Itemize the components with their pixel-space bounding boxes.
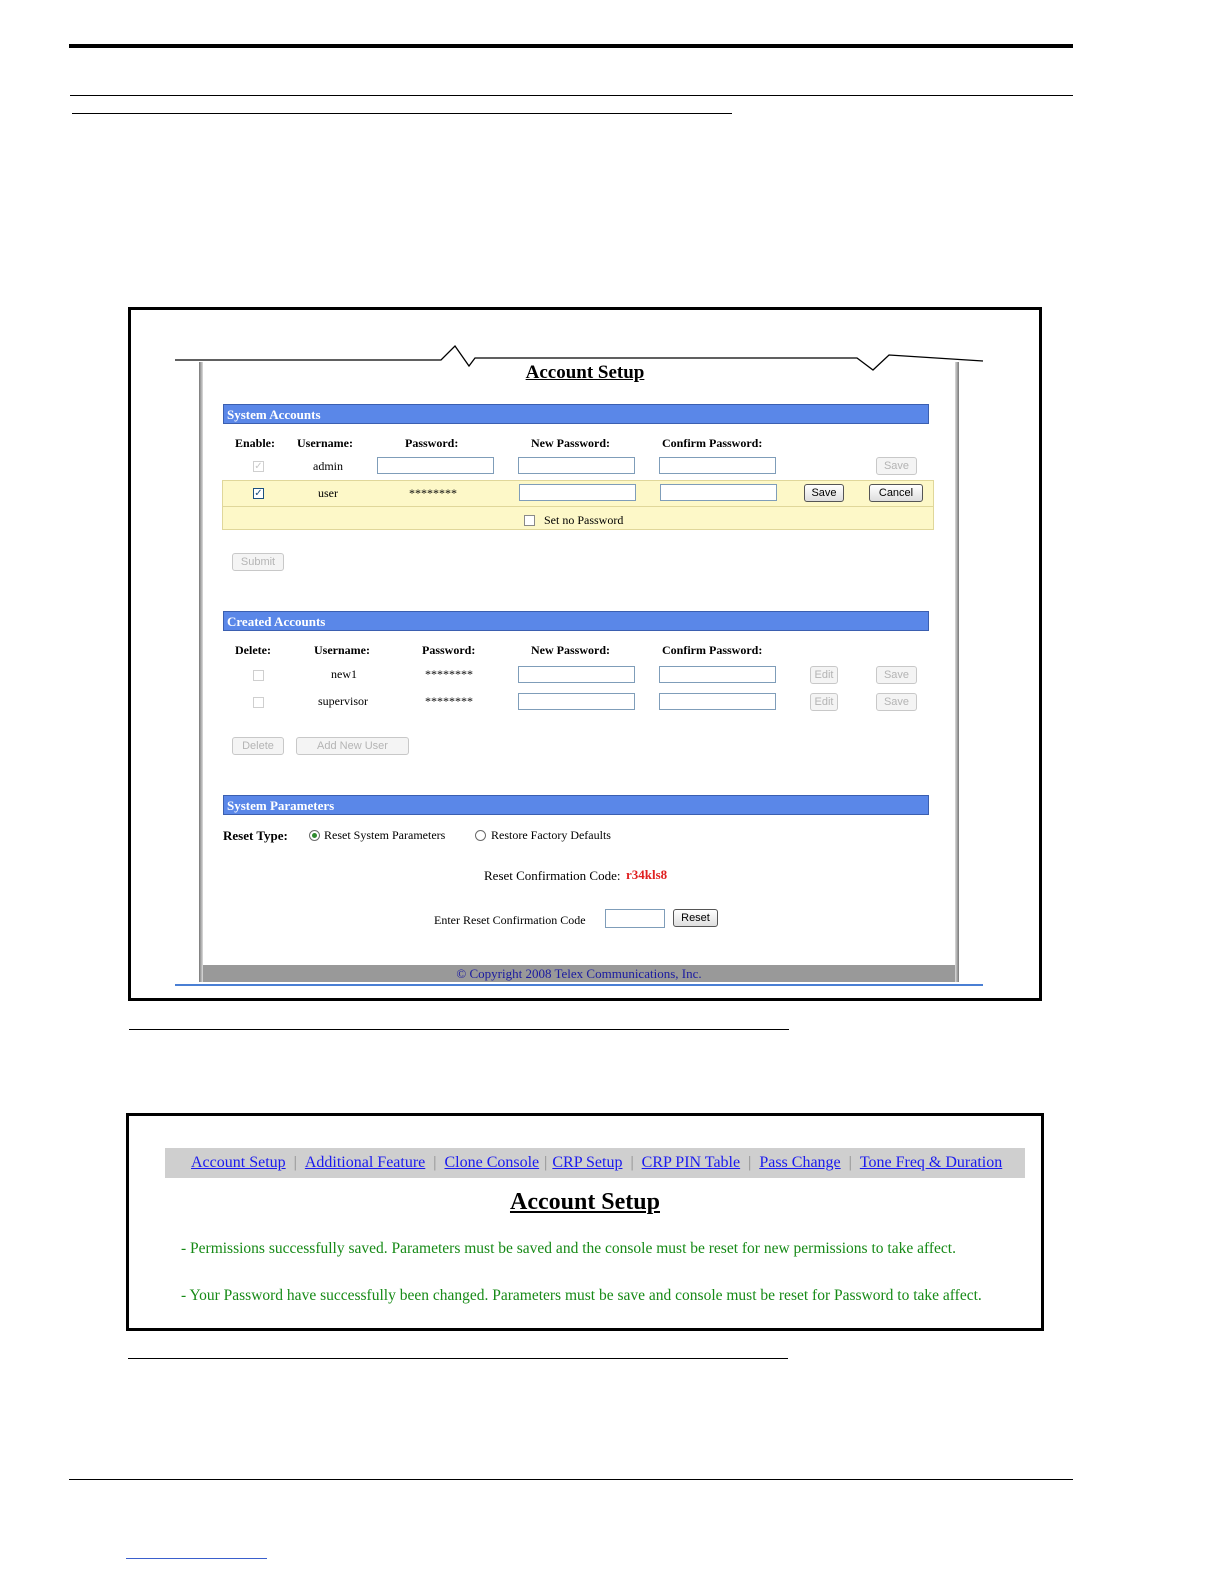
confirm-password-input-admin[interactable] [659, 457, 776, 474]
password-header-created: Password: [422, 643, 476, 657]
confirmation-page-title: Account Setup [509, 1189, 660, 1215]
save-button-user[interactable]: Save [804, 484, 844, 502]
cancel-button-user[interactable]: Cancel [869, 484, 923, 502]
username-header: Username: [297, 436, 353, 450]
nav-link-tone-freq-duration[interactable]: Tone Freq & Duration [859, 1154, 1003, 1171]
reset-button[interactable]: Reset [673, 909, 718, 927]
confirm-password-input-supervisor[interactable] [659, 693, 776, 710]
reset-type-label: Reset Type: [223, 828, 288, 843]
copyright-bar: © Copyright 2008 Telex Communications, Inc. [203, 965, 955, 982]
save-button-new1[interactable]: Save [876, 666, 917, 684]
nav-link-pass-change[interactable]: Pass Change [759, 1154, 841, 1171]
password-supervisor: ******** [425, 694, 473, 708]
submit-button[interactable]: Submit [232, 553, 284, 571]
password-header: Password: [405, 436, 459, 450]
new-password-input-admin[interactable] [518, 457, 635, 474]
reset-code-input[interactable] [605, 909, 665, 928]
account-setup-screenshot-figure [128, 307, 1042, 1001]
edit-button-new1[interactable]: Edit [810, 666, 838, 684]
browser-frame-left [199, 362, 203, 982]
nav-separator: | [748, 1154, 752, 1171]
nav-link-crp-setup[interactable]: CRP Setup [552, 1154, 623, 1171]
username-header-created: Username: [314, 643, 370, 657]
system-accounts-bar: System Accounts [223, 404, 929, 424]
set-no-password-checkbox[interactable] [524, 515, 535, 526]
nav-link-clone-console[interactable]: Clone Console [444, 1154, 540, 1171]
reset-system-parameters-radio[interactable] [309, 830, 320, 841]
caption-rule-1 [129, 1029, 789, 1030]
nav-separator: | [630, 1154, 634, 1171]
nav-link-account-setup[interactable]: Account Setup [191, 1154, 286, 1171]
user-row-divider [223, 506, 933, 507]
restore-factory-defaults-label: Restore Factory Defaults [491, 828, 611, 842]
reset-confirmation-code: r34kls8 [626, 867, 668, 882]
enable-checkbox-admin[interactable]: ✓ [254, 461, 263, 472]
delete-header: Delete: [235, 643, 271, 657]
nav-separator: | [433, 1154, 437, 1171]
bottom-rule [69, 1479, 1073, 1480]
nav-separator: | [848, 1154, 852, 1171]
footer-link-rule [126, 1558, 267, 1559]
nav-bar [165, 1148, 1025, 1178]
enable-checkbox-user[interactable]: ✓ [254, 488, 263, 499]
save-button-supervisor[interactable]: Save [876, 693, 917, 711]
edit-button-supervisor[interactable]: Edit [810, 693, 838, 711]
new-password-input-user[interactable] [519, 484, 636, 501]
top-rule-thick [69, 44, 1073, 48]
username-new1: new1 [331, 667, 357, 681]
delete-button[interactable]: Delete [232, 737, 284, 755]
page-title: Account Setup [525, 362, 645, 383]
reset-confirmation-label: Reset Confirmation Code: [484, 868, 621, 883]
confirm-password-header: Confirm Password: [662, 436, 763, 450]
created-accounts-bar: Created Accounts [223, 611, 929, 631]
username-supervisor: supervisor [318, 694, 368, 708]
enable-header: Enable: [235, 436, 276, 450]
account-setup-confirmation-figure [126, 1113, 1044, 1331]
delete-checkbox-supervisor[interactable] [253, 697, 264, 708]
restore-factory-defaults-radio[interactable] [475, 830, 486, 841]
new-password-input-new1[interactable] [518, 666, 635, 683]
username-user: user [318, 486, 338, 500]
username-admin: admin [313, 459, 343, 473]
enter-code-label: Enter Reset Confirmation Code [434, 913, 586, 927]
top-rule-thin [70, 95, 1073, 96]
new-password-input-supervisor[interactable] [518, 693, 635, 710]
confirm-password-input-new1[interactable] [659, 666, 776, 683]
save-button-admin[interactable]: Save [876, 457, 917, 475]
add-new-user-button[interactable]: Add New User [296, 737, 409, 755]
password-input-admin[interactable] [377, 457, 494, 474]
permissions-saved-message: - Permissions successfully saved. Parameters must be saved and the console must be reset for new permissions to take affect. [181, 1240, 956, 1257]
confirm-password-header-created: Confirm Password: [662, 643, 763, 657]
reset-system-parameters-label: Reset System Parameters [324, 828, 446, 842]
caption-rule-2 [128, 1358, 788, 1359]
password-user: ******** [409, 486, 457, 500]
nav-link-crp-pin-table[interactable]: CRP PIN Table [641, 1154, 741, 1171]
password-changed-message: - Your Password have successfully been changed. Parameters must be save and console must be reset for Password to take affect. [181, 1287, 982, 1304]
browser-bottom-line [175, 984, 983, 986]
new-password-header-created: New Password: [531, 643, 610, 657]
new-password-header: New Password: [531, 436, 610, 450]
delete-checkbox-new1[interactable] [253, 670, 264, 681]
system-parameters-bar: System Parameters [223, 795, 929, 815]
nav-separator: | [293, 1154, 297, 1171]
set-no-password-label: Set no Password [544, 513, 624, 527]
nav-separator: | [544, 1154, 548, 1171]
confirm-password-input-user[interactable] [660, 484, 777, 501]
nav-link-additional-feature[interactable]: Additional Feature [304, 1154, 426, 1171]
browser-frame-right [955, 362, 959, 982]
heading-underline [72, 113, 732, 114]
password-new1: ******** [425, 667, 473, 681]
